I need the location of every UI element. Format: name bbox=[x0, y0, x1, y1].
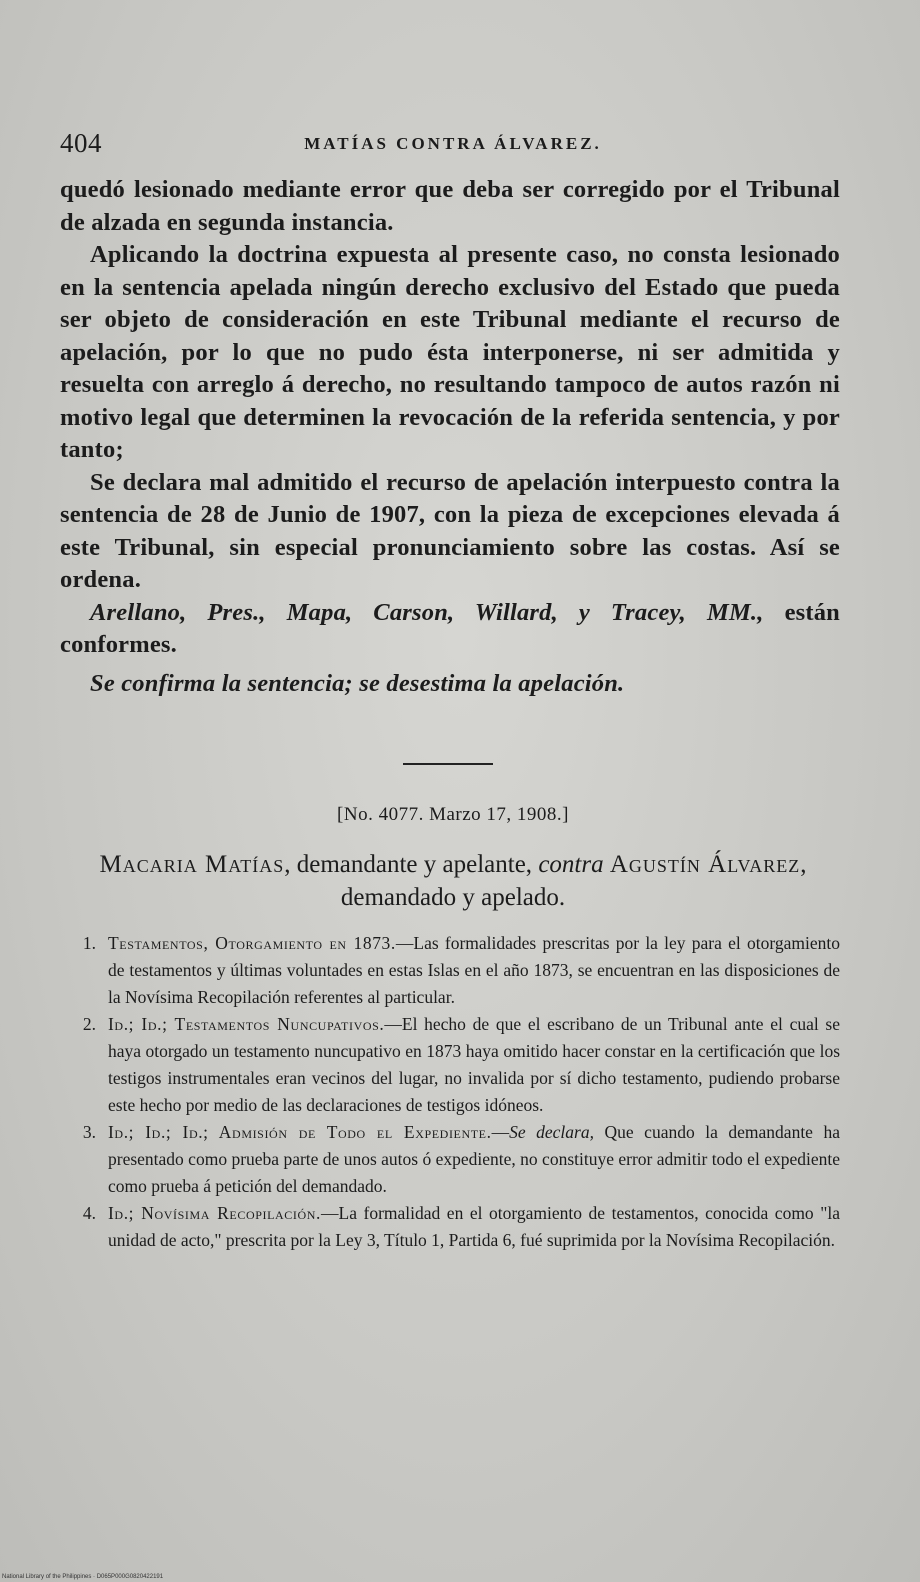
contra-label: contra bbox=[538, 851, 604, 878]
section-divider bbox=[403, 763, 493, 765]
document-page bbox=[60, 0, 846, 1582]
syllabus-heading: Id.; Id.; Testamentos Nuncupativos. bbox=[108, 1014, 385, 1034]
defendant-role: , demandado y apelado. bbox=[340, 851, 807, 911]
opinion-text bbox=[60, 174, 840, 700]
syllabus-italic: Se declara, bbox=[509, 1122, 594, 1142]
syllabus-text: —Las formalidades prescritas por la ley para el otorgamiento de testamentos y últimas voluntades en estas Islas en el año 1873, se encuentran en las disposiciones de la Novísima Recopilación referentes al particular. bbox=[108, 933, 840, 1007]
syllabus-item bbox=[60, 1011, 840, 1119]
paragraph-judges bbox=[60, 597, 840, 662]
case-result: Se confirma la sentencia; se desestima la apelación. bbox=[90, 669, 625, 697]
page-header bbox=[60, 128, 846, 168]
plaintiff-role: , demandante y apelante, bbox=[284, 851, 539, 878]
syllabus-dash: — bbox=[491, 1122, 510, 1142]
paragraph-doctrine: Aplicando la doctrina expuesta al presente caso, no consta lesionado en la sentencia apelada ningún derecho exclusivo del Estado que pueda ser objeto de consideración en este Tribunal mediante el recurso de apelación, por lo que no pudo ésta interponerse, ni ser admitida y resuelta con arreglo á derecho, no resultando tampoco de autos razón ni motivo legal que determinen la revocación de la referida sentencia, y por tanto; bbox=[60, 241, 840, 463]
defendant-name: Agustín Álvarez bbox=[609, 851, 801, 878]
syllabus-text: —El hecho de que el escribano de un Tribunal ante el cual se haya otorgado un testamento nuncupativo en 1873 haya omitido hacer constar en la certificación que los testigos instrumentales eran vecinos del lugar, no invalida por sí dicho testamento, pudiendo probarse este hecho por medio de las declaraciones de testigos idóneos. bbox=[108, 1014, 840, 1115]
syllabus-number: 3. bbox=[82, 1122, 96, 1142]
syllabus-item bbox=[60, 1200, 840, 1254]
syllabus-number: 4. bbox=[82, 1203, 96, 1223]
paragraph-ruling: Se declara mal admitido el recurso de apelación interpuesto contra la sentencia de 28 de Junio de 1907, con la pieza de excepciones elevada á este Tribunal, sin especial pronunciamiento sobre las costas. Así se ordena. bbox=[60, 468, 840, 593]
syllabus-item bbox=[60, 1119, 840, 1200]
syllabus-text: —La formalidad en el otorgamiento de testamentos, conocida como "la unidad de acto," prescrita por la Ley 3, Título 1, Partida 6, fué suprimida por la Novísima Recopilación. bbox=[108, 1203, 840, 1250]
syllabus-heading: Testamentos, Otorgamiento en 1873. bbox=[108, 933, 396, 953]
concurrence: están conformes. bbox=[60, 598, 841, 658]
syllabus-number: 1. bbox=[82, 933, 96, 953]
scan-footer: National Library of the Philippines · D065P000G0820422191 bbox=[2, 1574, 164, 1580]
page-number: 404 bbox=[60, 128, 102, 158]
running-head: MATÍAS CONTRA ÁLVAREZ. bbox=[304, 134, 602, 153]
case-number: [No. 4077. Marzo 17, 1908.] bbox=[337, 804, 569, 825]
paragraph-continuation: quedó lesionado mediante error que deba ser corregido por el Tribunal de alzada en segunda instancia. bbox=[60, 176, 840, 236]
syllabus-heading: Id.; Novísima Recopilación. bbox=[108, 1203, 322, 1223]
syllabus-item bbox=[60, 930, 840, 1011]
syllabus-heading: Id.; Id.; Id.; Admisión de Todo el Expediente. bbox=[108, 1122, 492, 1142]
syllabus bbox=[60, 930, 840, 1254]
plaintiff-name: Macaria Matías bbox=[99, 851, 285, 878]
judges-list: Arellano, Pres., Mapa, Carson, Willard, y Tracey, MM., bbox=[90, 598, 764, 626]
case-title bbox=[60, 848, 846, 914]
syllabus-number: 2. bbox=[82, 1014, 96, 1034]
syllabus-text: Que cuando la demandante ha presentado como prueba parte de unos autos ó expediente, no constituye error admitir todo el expediente como prueba á petición del demandado. bbox=[108, 1122, 840, 1196]
